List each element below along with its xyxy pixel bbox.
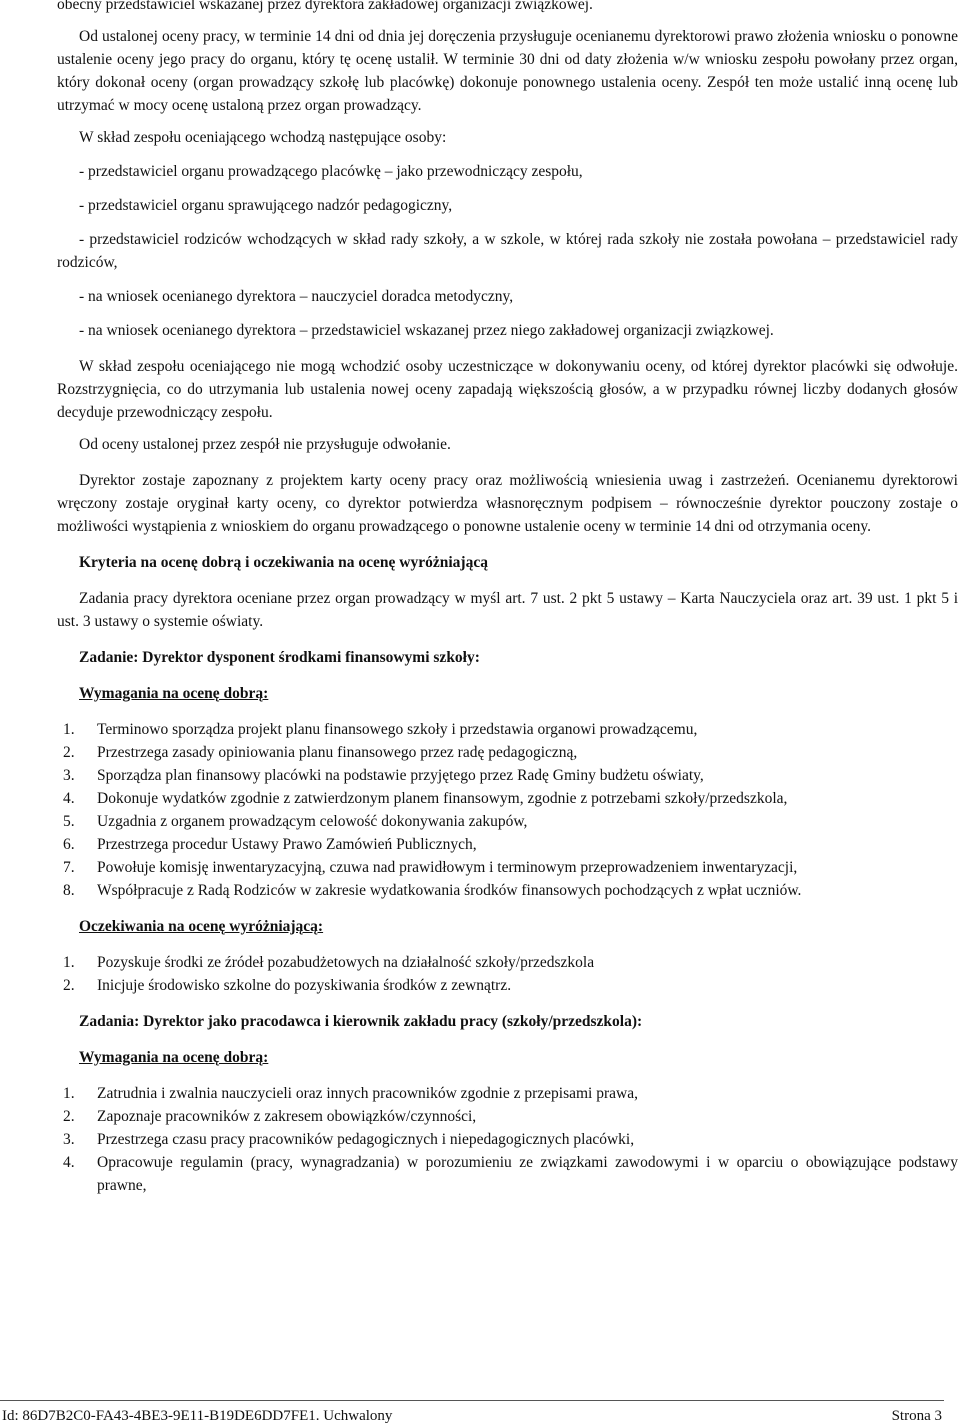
document-page (57, 0, 958, 1197)
list-item: 4. Opracowuje regulamin (pracy, wynagradzania) w porozumieniu ze związkami zawodowymi i w oparciu o obowiązujące podstawy prawne, (63, 1154, 958, 1194)
list-item: 2. Przestrzega zasady opiniowania planu finansowego przez radę pedagogiczną, (63, 744, 578, 761)
subheading-good-requirements-2: Wymagania na ocenę dobrą: (79, 1049, 269, 1066)
paragraph-tasks-basis: Zadania pracy dyrektora oceniane przez organ prowadzący w myśl art. 7 ust. 2 pkt 5 ustawy – Karta Nauczyciela oraz art. 39 ust. 1 pkt 5 i ust. 3 ustawy o systemie oświaty. (57, 590, 958, 630)
dash-item-1: - przedstawiciel organu prowadzącego placówkę – jako przewodniczący zespołu, (79, 163, 583, 180)
list-item: 6. Przestrzega procedur Ustawy Prawo Zamówień Publicznych, (63, 836, 477, 853)
paragraph-appeal: Od ustalonej oceny pracy, w terminie 14 dni od dnia jej doręczenia przysługuje ocenianemu dyrektorowi prawo złożenia wniosku o ponowne ustalenie oceny jego pracy do organu, który tę ocenę ustalił. W terminie 30 dni od daty złożenia w/w wniosku zespołu powołany przez organ, który dokonał oceny (organ prowadzący szkołę lub placówkę) dokonuje ponownego ustalenia oceny. Zespół ten może ustalić inną ocenę lub utrzymać w mocy ocenę ustaloną przez organ prowadzący. (57, 28, 958, 114)
list-item: 2. Inicjuje środowisko szkolne do pozyskiwania środków z zewnątrz. (63, 977, 512, 994)
dash-item-4: - na wniosek ocenianego dyrektora – nauczyciel doradca metodyczny, (79, 288, 514, 305)
list-item: 3. Przestrzega czasu pracy pracowników pedagogicznych i niepedagogicznych placówki, (63, 1131, 635, 1148)
subheading-distinction-expectations: Oczekiwania na ocenę wyróżniającą: (79, 918, 324, 935)
document-id: Id: 86D7B2C0-FA43-4BE3-9E11-B19DE6DD7FE1. Uchwalony (2, 1408, 393, 1424)
subheading-good-requirements: Wymagania na ocenę dobrą: (79, 685, 269, 702)
paragraph-continuation: obecny przedstawiciel wskazanej przez dyrektora zakładowej organizacji związkowej. (57, 0, 593, 13)
list-item: 1. Pozyskuje środki ze źródeł pozabudżetowych na działalność szkoły/przedszkola (63, 954, 595, 971)
section-heading-criteria: Kryteria na ocenę dobrą i oczekiwania na ocenę wyróżniającą (79, 554, 488, 571)
paragraph-familiarization: Dyrektor zostaje zapoznany z projektem karty oceny pracy oraz możliwością wniesienia uwag i zastrzeżeń. Ocenianemu dyrektorowi wręczony zostaje oryginał karty oceny, co dyrektor potwierdza własnoręcznym podpisem – równocześnie dyrektor pouczony zostaje o możliwości wystąpienia z wnioskiem do organu prowadzącego o ponowne ustalenie oceny w terminie 14 dni od otrzymania oceny. (57, 472, 958, 535)
list-finance-requirements (57, 718, 958, 902)
list-item: 8. Współpracuje z Radą Rodziców w zakresie wydatkowania środków finansowych pochodzących z wpłat uczniów. (63, 882, 802, 899)
list-employer-requirements (57, 1082, 958, 1197)
task-heading-finance: Zadanie: Dyrektor dysponent środkami finansowymi szkoły: (79, 649, 480, 666)
list-item: 3. Sporządza plan finansowy placówki na podstawie przyjętego przez Radę Gminy budżetu oświaty, (63, 767, 704, 784)
list-item: 5. Uzgadnia z organem prowadzącym celowość dokonywania zakupów, (63, 813, 528, 830)
list-item: 1. Zatrudnia i zwalnia nauczycieli oraz innych pracowników zgodnie z przepisami prawa, (63, 1085, 638, 1102)
list-item: 7. Powołuje komisję inwentaryzacyjną, czuwa nad prawidłowym i terminowym przeprowadzeniem inwentaryzacji, (63, 859, 798, 876)
dash-item-5: - na wniosek ocenianego dyrektora – przedstawiciel wskazanej przez niego zakładowej organizacji związkowej. (79, 322, 774, 339)
task-heading-employer: Zadania: Dyrektor jako pracodawca i kierownik zakładu pracy (szkoły/przedszkola): (79, 1013, 643, 1030)
paragraph-exclusions: W skład zespołu oceniającego nie mogą wchodzić osoby uczestniczące w dokonywaniu oceny, od której dyrektor placówki się odwołuje. Rozstrzygnięcia, co do utrzymania lub ustalenia nowej oceny zapadają większością głosów, a w przypadku równej liczby dodanych głosów decyduje przewodniczący zespołu. (57, 358, 958, 421)
dash-item-3: - przedstawiciel rodziców wchodzących w skład rady szkoły, a w szkole, w której rada szkoły nie została powołana – przedstawiciel rady rodziców, (57, 231, 958, 271)
list-item: 1. Terminowo sporządza projekt planu finansowego szkoły i przedstawia organowi prowadzącemu, (63, 721, 698, 738)
page-number: Strona 3 (891, 1408, 942, 1424)
footer-divider (0, 1400, 944, 1401)
paragraph-no-appeal: Od oceny ustalonej przez zespół nie przysługuje odwołanie. (79, 436, 451, 453)
list-finance-expectations (57, 951, 958, 997)
list-item: 2. Zapoznaje pracowników z zakresem obowiązków/czynności, (63, 1108, 477, 1125)
dash-item-2: - przedstawiciel organu sprawującego nadzór pedagogiczny, (79, 197, 453, 214)
list-item: 4. Dokonuje wydatków zgodnie z zatwierdzonym planem finansowym, zgodnie z potrzebami szkoły/przedszkola, (63, 790, 788, 807)
paragraph-team-composition: W skład zespołu oceniającego wchodzą następujące osoby: (79, 129, 447, 146)
